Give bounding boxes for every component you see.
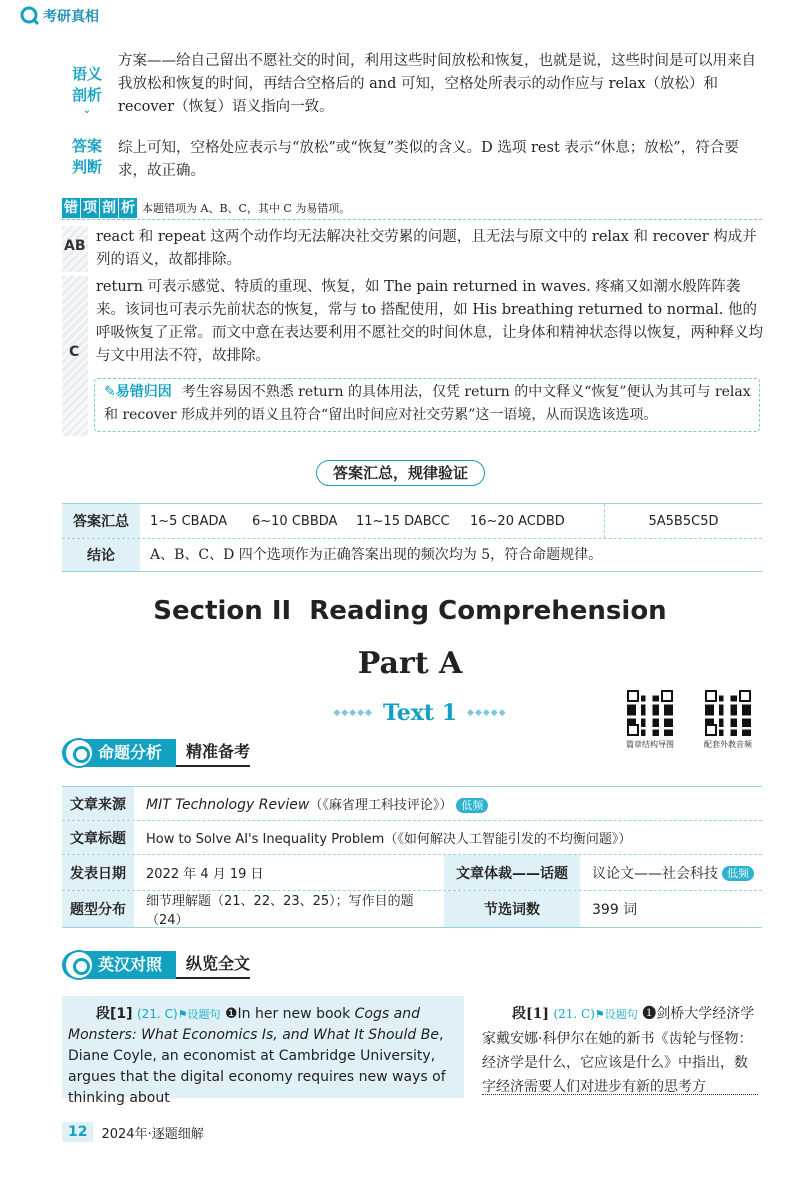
chinese-paragraph: 段[1] (21. C)⚑设题句 ❶剑桥大学经济学家戴安娜·科伊尔在她的新书《齿轮与怪物：经济学是什么，它应该是什么》中指出，数字经济需要人们对进步有新的思考方 xyxy=(482,1006,755,1095)
pencil-icon: ✎ xyxy=(104,384,116,400)
chevron-down-icon: ⌄ xyxy=(82,105,92,116)
flag-icon: ⚑ xyxy=(594,1008,605,1021)
text-title: Text 1 xyxy=(382,700,458,726)
page-number: 12 xyxy=(62,1122,93,1142)
article-info-table xyxy=(62,786,762,928)
search-icon xyxy=(20,6,40,26)
qr-caption: 配套外教音频 xyxy=(704,740,752,749)
table-row xyxy=(62,539,762,571)
error-char-4: 析 xyxy=(121,200,135,216)
section-title: Section II Reading Comprehension xyxy=(153,596,667,626)
conclusion-label: 结论 xyxy=(62,539,140,571)
error-reason-text: ✎易错归因 考生容易因不熟悉 return 的具体用法，仅凭 return 的中文释义“恢复”便认为其可与 relax 和 recover 形成并列的语义且符合“留出时间应对社交劳累”这一语境，从而误选该选项。 xyxy=(104,384,751,423)
footer xyxy=(62,1122,204,1142)
search-icon xyxy=(64,950,94,980)
brand-title: 考研真相 xyxy=(43,9,99,25)
frequency-badge: 低频 xyxy=(722,866,754,881)
answers-label: 答案汇总 xyxy=(62,504,140,538)
qr-structure[interactable] xyxy=(626,690,674,750)
error-char-3: 剖 xyxy=(102,200,116,216)
ab-label: AB xyxy=(64,238,86,254)
conclusion-text: A、B、C、D 四个选项作为正确答案出现的频次均为 5，符合命题规律。 xyxy=(150,546,603,563)
search-icon xyxy=(64,738,94,768)
qr-code-icon xyxy=(627,690,673,736)
dots-icon: ◆◆◆◆◆ xyxy=(333,708,373,718)
answer-group: 6~10 CBBDA xyxy=(252,513,338,529)
qr-caption: 篇章结构导图 xyxy=(626,740,674,749)
answer-group: 16~20 ACDBD xyxy=(470,513,565,529)
c-label: C xyxy=(69,344,80,360)
table-row: 文章来源 MIT Technology Review（《麻省理工科技评论》） 低频 xyxy=(62,787,762,821)
propose-analysis-header: 命题分析 精准备考 xyxy=(62,736,250,770)
flag-icon: ⚑ xyxy=(177,1008,188,1021)
section-subtitle: 精准备考 xyxy=(176,739,250,767)
qr-audio[interactable] xyxy=(704,690,752,750)
summary-table xyxy=(62,503,762,572)
error-note: 本题错项为 A、B、C，其中 C 为易错项。 xyxy=(142,202,351,215)
part-title: Part A xyxy=(357,646,463,681)
dots-icon: ◆◆◆◆◆ xyxy=(467,708,507,718)
book-title: 2024年·逐题细解 xyxy=(101,1126,204,1142)
semantic-analysis-tag: 语义剖析 ⌄ xyxy=(68,64,106,116)
english-paragraph: 段[1] (21. C)⚑设题句 ❶In her new book Cogs and Monsters: What Economics Is, and What It Should Be, Diane Coyle, an economist at Cambridge University, argues that the digital economy requires new ways of thinking about xyxy=(68,1006,446,1106)
answer-count: 5A5B5C5D xyxy=(604,504,762,538)
c-text: return 可表示感觉、特质的重现、恢复，如 The pain returned in waves. 疼痛又如潮水般阵阵袭来。该词也可表示先前状态的恢复，常与 to 搭配使用，如 His breathing returned to normal. 他的呼吸恢复了正常。而文中意在表达要利用不愿社交的时间休息，让身体和精神状态得以恢复，两种释义均与文中用法不符，故排除。 xyxy=(96,279,763,364)
header-brand xyxy=(20,6,99,26)
answer-group: 1~5 CBADA xyxy=(150,513,228,529)
qr-code-icon xyxy=(705,690,751,736)
table-row: 发表日期 2022 年 4 月 19 日 文章体裁——话题 议论文——社会科技 低频 xyxy=(62,855,762,891)
answer-judgment-text: 综上可知，空格处应表示与“放松”或“恢复”类似的含义。D 选项 rest 表示“休息；放松”，符合要求，故正确。 xyxy=(118,140,739,179)
frequency-badge: 低频 xyxy=(456,798,488,813)
answer-group: 11~15 DABCC xyxy=(356,513,450,529)
bilingual-compare-header: 英汉对照 纵览全文 xyxy=(62,948,250,982)
error-char-1: 错 xyxy=(64,200,78,216)
section-subtitle: 纵览全文 xyxy=(176,951,250,979)
divider xyxy=(62,219,762,220)
table-row: 文章标题 How to Solve AI's Inequality Problem（《如何解决人工智能引发的不均衡问题》） xyxy=(62,821,762,855)
semantic-analysis-text: 方案——给自己留出不愿社交的时间，利用这些时间放松和恢复，也就是说，这些时间是可以用来自我放松和恢复的时间，再结合空格后的 and 可知，空格处所表示的动作应与 relax（放松）和 recover（恢复）语义指向一致。 xyxy=(118,53,756,115)
table-row xyxy=(62,504,762,539)
divider xyxy=(482,1094,758,1095)
text-title-row xyxy=(312,700,528,726)
table-row: 题型分布 细节理解题（21、22、23、25）；写作目的题（24） 节选词数 399 词 xyxy=(62,891,762,927)
answer-judgment-tag: 答案判断 xyxy=(71,137,102,176)
summary-title: 答案汇总，规律验证 xyxy=(316,462,485,483)
ab-text: react 和 repeat 这两个动作均无法解决社交劳累的问题，且无法与原文中的 relax 和 recover 构成并列的语义，故都排除。 xyxy=(96,229,757,268)
error-analysis-header xyxy=(62,198,350,218)
error-char-2: 项 xyxy=(83,200,97,216)
